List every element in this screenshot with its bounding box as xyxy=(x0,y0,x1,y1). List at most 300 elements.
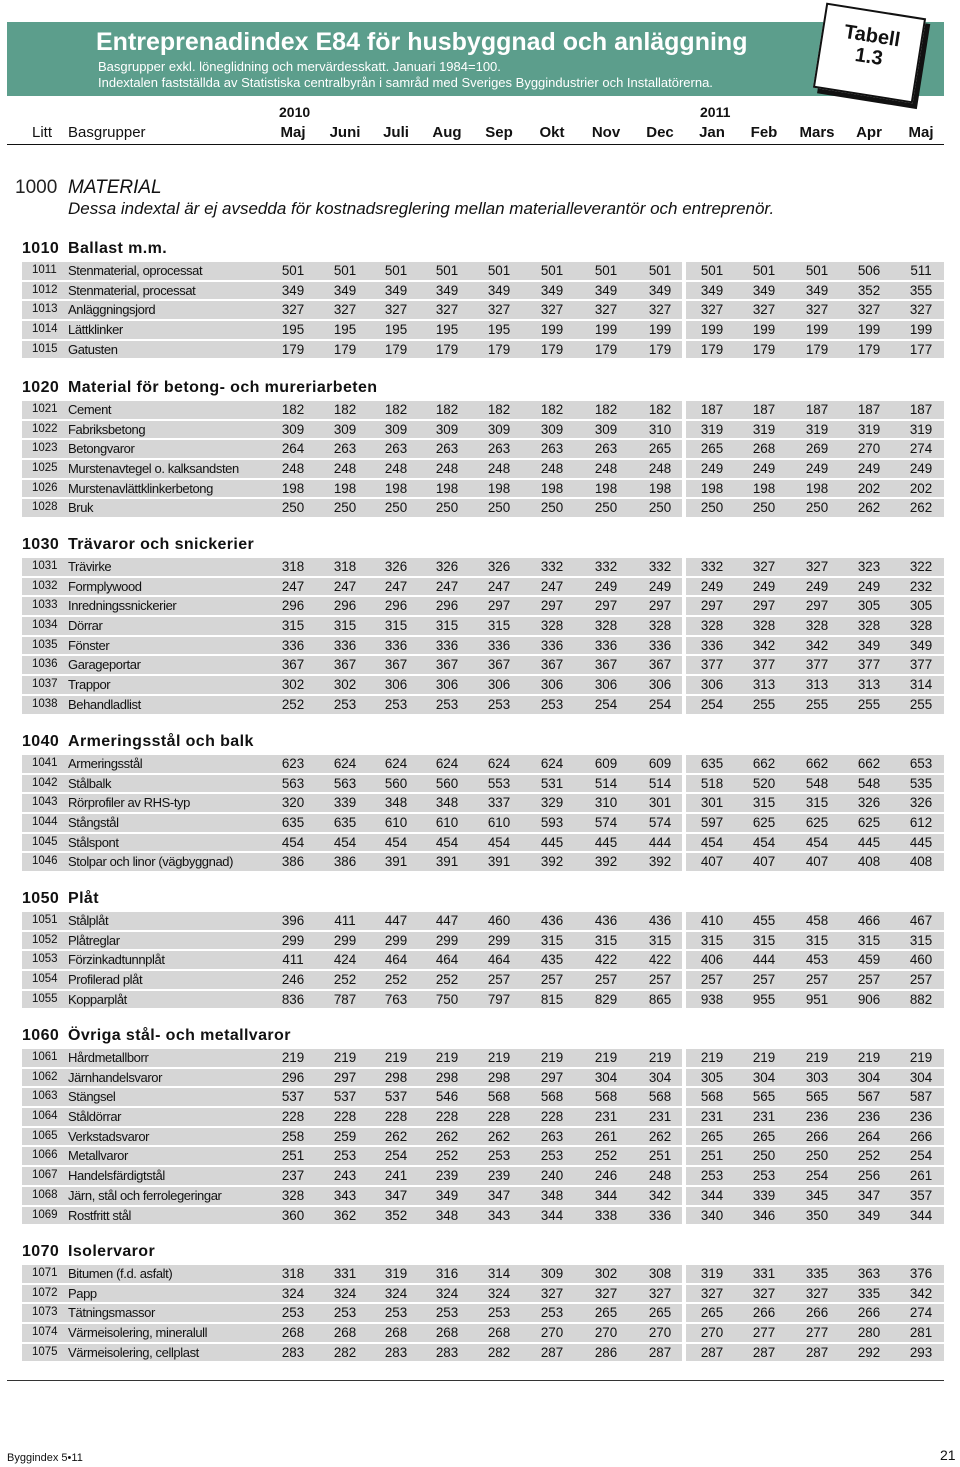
index-value: 182 xyxy=(333,402,357,417)
group-section xyxy=(22,376,933,518)
index-value: 349 xyxy=(540,282,564,298)
index-value: 407 xyxy=(700,854,724,870)
row-name: Förzinkadtunnplåt xyxy=(68,952,165,968)
index-value: 219 xyxy=(333,1050,357,1065)
index-value: 377 xyxy=(805,657,829,673)
index-value: 829 xyxy=(594,991,618,1007)
group-code: 1030 xyxy=(22,536,60,553)
row-name: Ståldörrar xyxy=(68,1109,122,1125)
index-value: 247 xyxy=(435,578,459,594)
table-row xyxy=(22,340,933,360)
index-value: 511 xyxy=(910,263,932,278)
column-month: Aug xyxy=(432,124,462,141)
index-value: 253 xyxy=(384,1305,408,1321)
index-value: 304 xyxy=(857,1069,881,1085)
page-title: Entreprenadindex E84 för husbyggnad och anläggning xyxy=(96,28,748,56)
index-value: 219 xyxy=(909,1050,933,1065)
index-value: 319 xyxy=(384,1266,408,1281)
index-value: 349 xyxy=(281,282,305,298)
index-value: 274 xyxy=(909,441,933,457)
index-value: 179 xyxy=(648,341,672,357)
row-name: Cement xyxy=(68,402,112,417)
index-value: 268 xyxy=(435,1325,459,1341)
row-name: Verkstadsvaror xyxy=(68,1128,150,1144)
index-value: 349 xyxy=(435,282,459,298)
row-name: Trappor xyxy=(68,677,111,693)
index-value: 501 xyxy=(384,263,408,278)
index-value: 335 xyxy=(805,1266,829,1281)
group-heading xyxy=(22,376,377,400)
index-value: 297 xyxy=(700,598,724,614)
index-value: 951 xyxy=(805,991,829,1007)
index-value: 318 xyxy=(281,559,305,574)
table-row xyxy=(22,1048,933,1068)
index-value: 392 xyxy=(648,854,672,870)
index-value: 255 xyxy=(752,696,776,712)
row-code: 1033 xyxy=(32,599,58,612)
group-title: Material för betong- och mureriarbeten xyxy=(68,379,378,396)
index-value: 265 xyxy=(594,1305,618,1321)
row-code: 1026 xyxy=(32,481,58,494)
index-value: 195 xyxy=(333,322,357,338)
index-value: 587 xyxy=(909,1089,933,1105)
header-rule xyxy=(7,144,944,145)
index-value: 259 xyxy=(333,1128,357,1144)
index-value: 328 xyxy=(805,618,829,634)
index-value: 501 xyxy=(648,263,672,278)
index-value: 444 xyxy=(648,834,672,850)
index-value: 327 xyxy=(281,302,305,318)
index-value: 250 xyxy=(805,1148,829,1164)
index-value: 367 xyxy=(487,657,511,673)
index-value: 182 xyxy=(435,402,459,417)
index-value: 323 xyxy=(857,559,881,574)
index-value: 458 xyxy=(805,913,829,928)
index-value: 199 xyxy=(540,322,564,338)
index-value: 336 xyxy=(594,637,618,653)
index-value: 298 xyxy=(435,1069,459,1085)
table-row xyxy=(22,931,933,951)
index-value: 265 xyxy=(700,441,724,457)
index-value: 250 xyxy=(700,500,724,516)
row-name: Stångstål xyxy=(68,815,119,831)
index-value: 309 xyxy=(384,421,408,437)
index-value: 315 xyxy=(435,618,459,634)
footer-publication: Byggindex 5•11 xyxy=(7,1452,83,1464)
index-value: 635 xyxy=(700,756,724,771)
index-value: 250 xyxy=(540,500,564,516)
index-value: 396 xyxy=(281,913,305,928)
index-value: 327 xyxy=(540,1285,564,1301)
index-value: 282 xyxy=(487,1344,511,1360)
index-value: 252 xyxy=(435,972,459,988)
index-value: 306 xyxy=(384,677,408,693)
index-value: 265 xyxy=(700,1128,724,1144)
table-row xyxy=(22,320,933,340)
index-value: 568 xyxy=(594,1089,618,1105)
index-value: 299 xyxy=(384,932,408,948)
index-value: 228 xyxy=(487,1109,511,1125)
index-value: 268 xyxy=(384,1325,408,1341)
index-value: 344 xyxy=(540,1207,564,1223)
row-code: 1037 xyxy=(32,678,58,691)
index-value: 327 xyxy=(700,302,724,318)
index-value: 297 xyxy=(540,598,564,614)
index-value: 377 xyxy=(857,657,881,673)
index-value: 253 xyxy=(435,696,459,712)
table-number-badge xyxy=(813,3,926,104)
index-value: 367 xyxy=(435,657,459,673)
index-value: 574 xyxy=(648,815,672,831)
index-value: 319 xyxy=(805,421,829,437)
index-value: 501 xyxy=(540,263,564,278)
index-value: 454 xyxy=(487,834,511,850)
index-value: 324 xyxy=(487,1285,511,1301)
index-value: 391 xyxy=(487,854,511,870)
group-heading xyxy=(22,887,99,911)
index-value: 265 xyxy=(752,1128,776,1144)
row-code: 1014 xyxy=(32,323,58,336)
index-value: 296 xyxy=(435,598,459,614)
column-month: Juni xyxy=(329,124,361,141)
index-value: 327 xyxy=(435,302,459,318)
row-name: Lättklinker xyxy=(68,322,123,338)
index-value: 376 xyxy=(909,1266,933,1281)
index-value: 464 xyxy=(384,952,408,968)
group-section xyxy=(22,730,933,872)
index-value: 263 xyxy=(333,441,357,457)
index-value: 535 xyxy=(909,775,933,791)
index-value: 283 xyxy=(435,1344,459,1360)
index-value: 304 xyxy=(909,1069,933,1085)
index-value: 302 xyxy=(333,677,357,693)
row-code: 1046 xyxy=(32,855,58,868)
index-value: 327 xyxy=(384,302,408,318)
index-value: 315 xyxy=(281,618,305,634)
index-value: 548 xyxy=(805,775,829,791)
index-value: 357 xyxy=(909,1187,933,1203)
index-value: 537 xyxy=(333,1089,357,1105)
index-value: 349 xyxy=(805,282,829,298)
index-value: 304 xyxy=(752,1069,776,1085)
index-value: 445 xyxy=(594,834,618,850)
group-title: Ballast m.m. xyxy=(68,240,168,257)
index-value: 306 xyxy=(540,677,564,693)
index-value: 610 xyxy=(487,815,511,831)
index-value: 350 xyxy=(805,1207,829,1223)
index-value: 362 xyxy=(333,1207,357,1223)
index-value: 327 xyxy=(752,302,776,318)
row-name: Stålplåt xyxy=(68,913,109,928)
index-value: 266 xyxy=(805,1305,829,1321)
index-value: 262 xyxy=(648,1128,672,1144)
table-row xyxy=(22,675,933,695)
index-value: 304 xyxy=(594,1069,618,1085)
row-name: Handelsfärdigtstål xyxy=(68,1168,165,1184)
index-value: 199 xyxy=(594,322,618,338)
table-row xyxy=(22,577,933,597)
table-row xyxy=(22,911,933,931)
index-value: 625 xyxy=(857,815,881,831)
index-value: 241 xyxy=(384,1168,408,1184)
index-value: 253 xyxy=(540,1305,564,1321)
index-value: 253 xyxy=(281,1305,305,1321)
row-code: 1012 xyxy=(32,283,58,296)
index-value: 257 xyxy=(909,972,933,988)
index-value: 320 xyxy=(281,795,305,811)
index-value: 367 xyxy=(648,657,672,673)
index-value: 292 xyxy=(857,1344,881,1360)
index-value: 309 xyxy=(333,421,357,437)
index-value: 198 xyxy=(384,480,408,496)
row-name: Rostfritt stål xyxy=(68,1207,132,1223)
index-value: 787 xyxy=(333,991,357,1007)
subtitle-basgrupper: Basgrupper exkl. löneglidning och mervärdesskatt. Januari 1984=100. xyxy=(98,59,501,74)
index-value: 349 xyxy=(384,282,408,298)
index-value: 315 xyxy=(857,932,881,948)
index-value: 287 xyxy=(648,1344,672,1360)
index-value: 195 xyxy=(435,322,459,338)
index-value: 179 xyxy=(281,341,305,357)
index-value: 355 xyxy=(909,282,933,298)
index-value: 336 xyxy=(333,637,357,653)
index-value: 303 xyxy=(805,1069,829,1085)
index-value: 202 xyxy=(909,480,933,496)
index-value: 248 xyxy=(384,461,408,477)
index-value: 347 xyxy=(487,1187,511,1203)
table-row xyxy=(22,1186,933,1206)
index-value: 653 xyxy=(909,756,933,771)
index-value: 309 xyxy=(594,421,618,437)
index-value: 319 xyxy=(752,421,776,437)
row-code: 1067 xyxy=(32,1169,58,1182)
group-code: 1020 xyxy=(22,379,60,396)
row-code: 1036 xyxy=(32,658,58,671)
index-value: 257 xyxy=(540,972,564,988)
index-value: 315 xyxy=(752,932,776,948)
group-title: Övriga stål- och metallvaror xyxy=(68,1027,291,1044)
index-value: 310 xyxy=(594,795,618,811)
row-code: 1044 xyxy=(32,816,58,829)
row-name: Värmeisolering, cellplast xyxy=(68,1344,199,1360)
table-row xyxy=(22,754,933,774)
index-value: 249 xyxy=(752,578,776,594)
row-code: 1041 xyxy=(32,757,58,769)
index-value: 624 xyxy=(435,756,459,771)
index-value: 815 xyxy=(540,991,564,1007)
row-name: Fabriksbetong xyxy=(68,421,146,437)
index-value: 252 xyxy=(384,972,408,988)
index-value: 392 xyxy=(540,854,564,870)
index-value: 268 xyxy=(752,441,776,457)
index-value: 531 xyxy=(540,775,564,791)
index-value: 179 xyxy=(594,341,618,357)
index-value: 262 xyxy=(384,1128,408,1144)
index-value: 328 xyxy=(648,618,672,634)
index-value: 938 xyxy=(700,991,724,1007)
table-row xyxy=(22,261,932,281)
row-name: Tätningsmassor xyxy=(68,1305,155,1321)
index-value: 349 xyxy=(857,637,881,653)
index-value: 327 xyxy=(487,302,511,318)
row-code: 1054 xyxy=(32,973,58,986)
bottom-rule xyxy=(7,1380,944,1381)
index-value: 324 xyxy=(333,1285,357,1301)
column-month: Jan xyxy=(699,124,725,141)
index-value: 199 xyxy=(648,322,672,338)
index-value: 228 xyxy=(333,1109,357,1125)
index-value: 306 xyxy=(594,677,618,693)
index-value: 298 xyxy=(487,1069,511,1085)
index-value: 252 xyxy=(281,696,305,712)
index-value: 336 xyxy=(540,637,564,653)
index-value: 247 xyxy=(384,578,408,594)
index-value: 367 xyxy=(281,657,305,673)
index-value: 261 xyxy=(594,1128,618,1144)
index-value: 314 xyxy=(909,677,933,693)
index-value: 268 xyxy=(487,1325,511,1341)
index-value: 315 xyxy=(540,932,564,948)
table-row xyxy=(22,420,933,440)
index-value: 326 xyxy=(909,795,933,811)
table-row xyxy=(22,695,933,715)
index-value: 236 xyxy=(805,1109,829,1125)
index-value: 198 xyxy=(435,480,459,496)
table-row xyxy=(22,1146,933,1166)
column-month: Juli xyxy=(383,124,409,141)
index-value: 501 xyxy=(333,263,357,278)
row-name: Kopparplåt xyxy=(68,991,127,1007)
index-value: 407 xyxy=(752,854,776,870)
group-code: 1070 xyxy=(22,1243,60,1260)
index-value: 253 xyxy=(700,1168,724,1184)
index-value: 329 xyxy=(540,795,564,811)
index-value: 313 xyxy=(752,677,776,693)
index-value: 296 xyxy=(384,598,408,614)
index-value: 252 xyxy=(594,1148,618,1164)
index-value: 319 xyxy=(857,421,881,437)
index-value: 247 xyxy=(281,578,305,594)
index-value: 219 xyxy=(700,1050,724,1065)
row-name: Gatusten xyxy=(68,341,118,357)
index-value: 253 xyxy=(487,696,511,712)
index-value: 391 xyxy=(384,854,408,870)
index-value: 349 xyxy=(700,282,724,298)
index-value: 187 xyxy=(909,402,933,417)
index-value: 624 xyxy=(333,756,357,771)
index-value: 336 xyxy=(487,637,511,653)
column-month: Apr xyxy=(856,124,882,141)
index-value: 250 xyxy=(752,500,776,516)
row-name: Betongvaror xyxy=(68,441,135,457)
row-name: Stenmaterial, processat xyxy=(68,282,196,298)
row-code: 1055 xyxy=(32,992,58,1005)
index-value: 305 xyxy=(700,1069,724,1085)
index-value: 262 xyxy=(487,1128,511,1144)
row-name: Dörrar xyxy=(68,618,103,634)
index-value: 297 xyxy=(752,598,776,614)
row-name: Formplywood xyxy=(68,578,142,594)
index-value: 269 xyxy=(805,441,829,457)
index-value: 327 xyxy=(752,1285,776,1301)
index-value: 219 xyxy=(435,1050,459,1065)
table-row xyxy=(22,498,933,518)
index-value: 286 xyxy=(594,1344,618,1360)
index-value: 567 xyxy=(857,1089,881,1105)
index-value: 249 xyxy=(805,461,829,477)
badge-number: 1.3 xyxy=(853,43,885,70)
index-value: 252 xyxy=(857,1148,881,1164)
index-value: 610 xyxy=(435,815,459,831)
index-value: 253 xyxy=(333,1148,357,1164)
index-value: 315 xyxy=(333,618,357,634)
group-heading xyxy=(22,1024,291,1048)
index-value: 298 xyxy=(384,1069,408,1085)
index-value: 367 xyxy=(540,657,564,673)
index-value: 422 xyxy=(648,952,672,968)
index-value: 265 xyxy=(648,441,672,457)
index-value: 248 xyxy=(594,461,618,477)
index-value: 306 xyxy=(700,677,724,693)
row-code: 1011 xyxy=(32,264,57,276)
index-value: 459 xyxy=(857,952,881,968)
index-value: 501 xyxy=(281,263,305,278)
index-value: 662 xyxy=(752,756,776,771)
index-value: 195 xyxy=(384,322,408,338)
index-value: 501 xyxy=(752,263,776,278)
index-value: 537 xyxy=(281,1089,305,1105)
table-row xyxy=(22,1166,933,1186)
row-code: 1063 xyxy=(32,1090,58,1103)
index-value: 342 xyxy=(648,1187,672,1203)
index-value: 349 xyxy=(909,637,933,653)
index-value: 179 xyxy=(435,341,459,357)
index-value: 198 xyxy=(700,480,724,496)
row-code: 1052 xyxy=(32,933,58,946)
index-value: 377 xyxy=(909,657,933,673)
index-value: 593 xyxy=(540,815,564,831)
index-value: 319 xyxy=(700,421,724,437)
index-value: 436 xyxy=(540,913,564,928)
index-value: 624 xyxy=(540,756,564,771)
index-value: 228 xyxy=(384,1109,408,1125)
index-value: 348 xyxy=(435,1207,459,1223)
column-month: Feb xyxy=(750,124,778,141)
row-code: 1025 xyxy=(32,462,58,475)
index-value: 253 xyxy=(540,1148,564,1164)
index-value: 763 xyxy=(384,991,408,1007)
index-value: 367 xyxy=(333,657,357,673)
column-month: Maj xyxy=(280,124,306,141)
index-value: 195 xyxy=(281,322,305,338)
index-value: 249 xyxy=(857,578,881,594)
badge-label: Tabell xyxy=(842,20,902,52)
index-value: 263 xyxy=(540,441,564,457)
index-value: 249 xyxy=(857,461,881,477)
index-value: 198 xyxy=(333,480,357,496)
index-value: 263 xyxy=(540,1128,564,1144)
table-row xyxy=(22,852,933,872)
index-value: 179 xyxy=(700,341,724,357)
index-value: 445 xyxy=(857,834,881,850)
index-value: 625 xyxy=(752,815,776,831)
column-month: Okt xyxy=(539,124,565,141)
table-row xyxy=(22,596,933,616)
index-value: 328 xyxy=(857,618,881,634)
index-value: 377 xyxy=(700,657,724,673)
index-value: 250 xyxy=(487,500,511,516)
index-value: 219 xyxy=(594,1050,618,1065)
